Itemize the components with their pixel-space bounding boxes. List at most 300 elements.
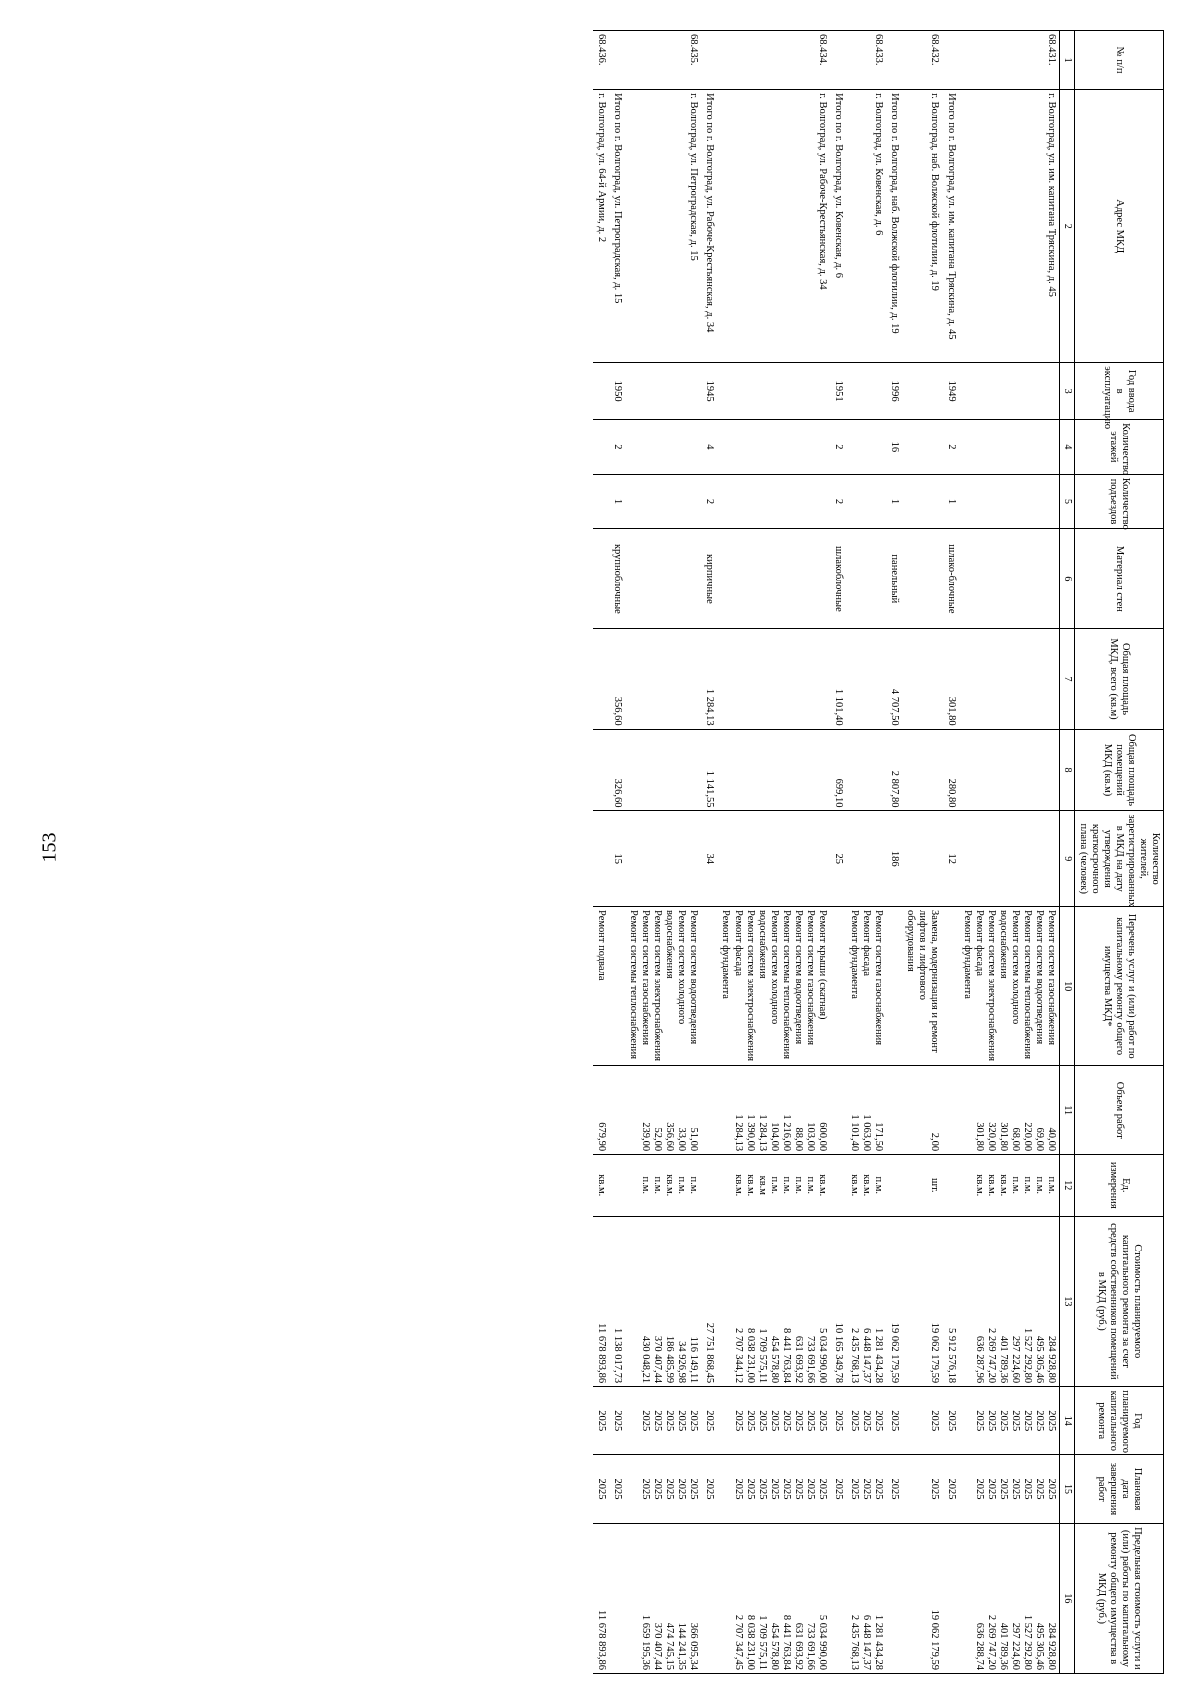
work-name-value: Ремонт системы теплоснабжения [1021,910,1033,1060]
work-volume-value: 239,00 [640,1122,652,1152]
limit-cost-value: 284 928,80 [1046,1622,1058,1670]
limit-cost [830,1523,846,1673]
area-total: 1 101,40 [830,629,846,729]
row-number [701,31,717,90]
column-number: 16 [1060,1523,1075,1673]
limit-cost-value: 370 407,44 [652,1622,664,1670]
column-header: Общая площадь помещений МКД (кв.м) [1074,729,1163,811]
limit-cost [886,1523,902,1673]
work-volume-value: 69,00 [1034,1127,1045,1152]
total-row [830,31,846,1674]
work-unit-value: кв.м. [664,1174,676,1197]
work-name [959,907,1060,1066]
total-row [943,31,959,1674]
residents: 15 [609,811,625,907]
column-header: Общая площадь МКД, всего (кв.м) [1074,629,1163,729]
work-unit [701,1155,717,1216]
limit-cost [609,1523,625,1673]
plan-year-value: 2025 [929,1410,941,1432]
work-name-value: Ремонт крыши (скатная) [817,910,828,1020]
area-premises: 1 141,55 [701,729,717,811]
plan-year-value: 2025 [688,1410,700,1432]
work-unit-value: п.м. [1034,1176,1045,1195]
row-number: 68.432. [902,31,942,90]
plan-year-value: 2025 [804,1410,816,1432]
limit-cost-value: 631 693,92 [792,1622,804,1670]
limit-cost-value: 1 709 575,11 [756,1615,768,1670]
work-unit-value: п.м. [1009,1176,1021,1195]
work-unit [717,1155,830,1216]
work-volume-value: 1 101,40 [849,1114,861,1152]
work-cost-value: 8 038 231,00 [744,1328,756,1384]
limit-cost [593,1523,609,1673]
works-list [886,907,902,1066]
work-unit-value: п.м. [792,1176,804,1195]
wall-material: кирпичные [701,529,717,629]
limit-cost [625,1523,701,1673]
end-date-value: 2025 [792,1478,804,1500]
work-cost-value: 19 062 179,59 [929,1322,941,1384]
address: г. Волгоград, ул. Ковенская, д. 6 [846,90,886,363]
total-cost: 27 751 868,45 [701,1216,717,1387]
column-number: 9 [1060,811,1075,907]
total-label: Итого по г. Волгоград, ул. Рабоче-Крестьянская, д. 34 [701,90,717,363]
work-unit-value: п.м. [780,1176,792,1195]
row-number [886,31,902,90]
entrances [717,474,830,529]
end-date: 2025 [701,1455,717,1523]
work-unit-value: кв.м. [595,1174,607,1197]
table-row [846,31,886,1674]
work-unit-value: кв.м. [997,1174,1009,1197]
area-total: 301,80 [943,629,959,729]
work-cost [717,1216,830,1387]
column-header: Адрес МКД [1074,90,1163,363]
total-label: Итого по г. Волгоград, наб. Волжской флотилии, д. 19 [886,90,902,363]
work-name-value: Ремонт фундамента [720,910,732,999]
end-date-value: 2025 [652,1478,664,1500]
end-date-value: 2025 [929,1478,941,1500]
entrances: 1 [609,474,625,529]
limit-cost-value: 1 659 195,36 [640,1614,652,1670]
work-volume [886,1066,902,1155]
work-name-value: Ремонт систем водоотведения [792,910,804,1045]
work-cost-value: 1 281 434,28 [873,1328,885,1384]
work-unit [959,1155,1060,1216]
end-date [717,1455,830,1523]
year-built [846,363,886,420]
work-unit-value: п.м. [1046,1176,1058,1195]
work-unit-value: п.м. [640,1176,652,1195]
total-cost: 5 912 576,18 [943,1216,959,1387]
end-date-value: 2025 [1034,1478,1045,1500]
entrances [959,474,1060,529]
end-date [846,1455,886,1523]
work-cost-value: 2 707 344,12 [732,1328,744,1384]
work-volume-value: 171,50 [873,1122,885,1152]
work-volume-value: 600,00 [817,1122,828,1152]
column-number: 13 [1060,1216,1075,1387]
plan-year-value: 2025 [652,1410,664,1432]
entrances: 1 [943,474,959,529]
row-number [609,31,625,90]
work-unit-value: шт. [929,1178,941,1193]
work-volume [701,1066,717,1155]
work-unit [902,1155,942,1216]
area-premises [846,729,886,811]
work-unit [625,1155,701,1216]
plan-year-value: 2025 [985,1410,997,1432]
column-number: 7 [1060,629,1075,729]
work-name [846,907,886,1066]
column-header: Плановая дата завершения работ [1074,1455,1163,1523]
wall-material: шлако-блочные [943,529,959,629]
residents [593,811,609,907]
work-volume-value: 52,00 [652,1127,664,1152]
column-header: Год планируемого капитального ремонта [1074,1387,1163,1455]
end-date-value: 2025 [861,1478,873,1500]
page-number: 153 [38,832,61,863]
year-built: 1949 [943,363,959,420]
work-unit [886,1155,902,1216]
work-name-value: Замена, модернизация и ремонт лифтов и лифтового оборудования [905,910,941,1053]
work-volume-value: 301,80 [997,1122,1009,1152]
plan-year-value: 2025 [849,1410,861,1432]
area-premises: 2 807,80 [886,729,902,811]
work-volume-value: 33,00 [676,1127,688,1152]
column-header: Количество этажей [1074,420,1163,475]
work-unit-value: п.м. [676,1176,688,1195]
work-unit-value: кв.м [756,1175,768,1195]
table-row [593,31,609,1674]
column-number: 3 [1060,363,1075,420]
total-label: Итого по г. Волгоград, ул. Петроградская, д. 15 [609,90,625,363]
table-row [959,31,1060,1674]
plan-year: 2025 [609,1387,625,1455]
work-name-value: Ремонт систем газоснабжения [640,910,652,1046]
year-built [625,363,701,420]
works-list [943,907,959,1066]
work-volume-value: 88,00 [792,1127,804,1152]
work-volume-value: 103,00 [804,1122,816,1152]
plan-year-value: 2025 [780,1410,792,1432]
year-built [902,363,942,420]
wall-material [959,529,1060,629]
work-name-value: Ремонт фасада [732,910,744,977]
work-name-value: Ремонт систем электроснабжения [744,910,756,1062]
entrances: 2 [830,474,846,529]
work-name-value: Ремонт фасада [973,910,985,977]
works-list [609,907,625,1066]
table-body [593,31,1060,1674]
floors [959,420,1060,475]
plan-year-value: 2025 [595,1410,607,1432]
plan-year-value: 2025 [792,1410,804,1432]
floors [625,420,701,475]
work-name-value: Ремонт систем холодного водоснабжения [997,910,1021,1025]
work-cost-value: 284 928,80 [1046,1335,1058,1384]
work-cost-value: 297 224,60 [1009,1335,1021,1384]
work-name-value: Ремонт систем газоснабжения [873,910,885,1046]
work-volume [609,1066,625,1155]
limit-cost-value: 8 441 763,84 [780,1614,792,1670]
plan-year [959,1387,1060,1455]
capital-repair-table [593,30,1164,1674]
column-header: Количество жителей, зарегистрированных в МКД на дату утверждения краткосрочного плана (человек) [1074,811,1163,907]
wall-material [717,529,830,629]
area-total [717,629,830,729]
work-unit-value: п.м. [652,1176,664,1195]
work-cost-value: 2 269 747,20 [985,1328,997,1384]
total-label: Итого по г. Волгоград, ул. им. капитана Тряскина, д. 45 [943,90,959,363]
work-name-value: Ремонт систем холодного водоснабжения [756,910,780,1025]
limit-cost-value: 366 095,34 [688,1622,700,1670]
end-date-value: 2025 [973,1478,985,1500]
work-cost-value: 186 485,99 [664,1335,676,1384]
work-volume-value: 104,00 [768,1122,780,1152]
entrances [846,474,886,529]
total-cost: 19 062 179,59 [886,1216,902,1387]
work-cost-value: 636 287,96 [973,1335,985,1384]
column-number: 4 [1060,420,1075,475]
plan-year: 2025 [943,1387,959,1455]
limit-cost-value: 636 288,74 [973,1622,985,1670]
limit-cost [902,1523,942,1673]
column-header: № п/п [1074,31,1163,90]
column-number-row [1060,31,1075,1674]
work-volume-value: 1 284,13 [756,1114,768,1152]
wall-material [846,529,886,629]
work-volume-value: 1 063,00 [861,1114,873,1152]
column-number: 1 [1060,31,1075,90]
work-cost-value: 733 691,66 [804,1335,816,1384]
plan-year-value: 2025 [817,1410,828,1432]
column-number: 2 [1060,90,1075,363]
limit-cost-value: 11 678 893,86 [595,1610,607,1670]
work-volume-value: 68,00 [1009,1127,1021,1152]
column-header: Год ввода в эксплуатацию [1074,363,1163,420]
work-volume-value: 356,60 [664,1122,676,1152]
work-volume [959,1066,1060,1155]
work-name-value: Ремонт систем электроснабжения [652,910,664,1062]
work-volume [593,1066,609,1155]
table-row [902,31,942,1674]
limit-cost-value: 495 305,46 [1034,1622,1045,1670]
plan-year-value: 2025 [676,1410,688,1432]
work-cost-value: 401 789,36 [997,1335,1009,1384]
work-cost-value: 2 435 768,13 [849,1328,861,1384]
residents [902,811,942,907]
work-cost-value: 454 578,80 [768,1335,780,1384]
entrances [902,474,942,529]
row-number: 68.431. [959,31,1060,90]
area-premises [902,729,942,811]
end-date: 2025 [609,1455,625,1523]
row-number: 68.434. [717,31,830,90]
work-cost-value: 6 448 147,37 [861,1328,873,1384]
residents: 25 [830,811,846,907]
limit-cost-value: 2 269 747,20 [985,1614,997,1670]
plan-year: 2025 [886,1387,902,1455]
area-premises: 326,60 [609,729,625,811]
total-cost: 1 138 017,73 [609,1216,625,1387]
residents [625,811,701,907]
plan-year [902,1387,942,1455]
entrances [593,474,609,529]
total-row [609,31,625,1674]
work-name-value: Ремонт системы теплоснабжения [628,910,640,1060]
work-unit [609,1155,625,1216]
table-row [717,31,830,1674]
plan-year: 2025 [830,1387,846,1455]
wall-material: панельный [886,529,902,629]
limit-cost [943,1523,959,1673]
area-total: 1 284,13 [701,629,717,729]
work-cost-value: 34 926,98 [676,1341,688,1384]
column-header: Ед. измерения [1074,1155,1163,1216]
end-date-value: 2025 [768,1478,780,1500]
address: г. Волгоград, ул. им. капитана Тряскина, д. 45 [959,90,1060,363]
end-date-value: 2025 [1046,1478,1058,1500]
entrances [625,474,701,529]
total-label: Итого по г. Волгоград, ул. Ковенская, д. 6 [830,90,846,363]
residents: 186 [886,811,902,907]
address: г. Волгоград, ул. 64-й Армии, д. 2 [593,90,609,363]
plan-year-value: 2025 [744,1410,756,1432]
floors: 2 [609,420,625,475]
floors: 2 [943,420,959,475]
work-unit-value: п.м. [688,1176,700,1195]
column-number: 14 [1060,1387,1075,1455]
area-total [625,629,701,729]
work-unit [593,1155,609,1216]
plan-year-value: 2025 [664,1410,676,1432]
work-unit-value: кв.м. [861,1174,873,1197]
work-unit-value: кв.м. [985,1174,997,1197]
work-cost [625,1216,701,1387]
column-header: Объем работ [1074,1066,1163,1155]
column-number: 10 [1060,907,1075,1066]
end-date-value: 2025 [664,1478,676,1500]
work-name-value: Ремонт системы теплоснабжения [780,910,792,1060]
work-unit-value: п.м. [1021,1176,1033,1195]
row-number [830,31,846,90]
work-cost-value: 116 149,11 [688,1336,700,1384]
wall-material: шлакоблочные [830,529,846,629]
column-header-row [1074,31,1163,1674]
residents [717,811,830,907]
plan-year-value: 2025 [973,1410,985,1432]
residents [846,811,886,907]
floors: 4 [701,420,717,475]
work-unit-value: п.м. [873,1176,885,1195]
address: г. Волгоград, ул. Рабоче-Крестьянская, д. 34 [717,90,830,363]
work-cost-value: 1 709 575,11 [756,1328,768,1384]
end-date-value: 2025 [744,1478,756,1500]
work-volume-value: 679,90 [595,1122,607,1152]
works-list [830,907,846,1066]
end-date-value: 2025 [985,1478,997,1500]
entrances: 1 [886,474,902,529]
end-date-value: 2025 [1009,1478,1021,1500]
limit-cost-value: 454 578,80 [768,1622,780,1670]
work-unit [830,1155,846,1216]
limit-cost-value: 733 691,66 [804,1622,816,1670]
work-unit-value: п.м. [768,1176,780,1195]
floors [593,420,609,475]
area-premises [959,729,1060,811]
work-volume [846,1066,886,1155]
total-row [886,31,902,1674]
limit-cost-value: 474 745,15 [664,1622,676,1670]
end-date-value: 2025 [640,1478,652,1500]
work-name-value: Ремонт систем электроснабжения [985,910,997,1062]
plan-year-value: 2025 [873,1410,885,1432]
end-date-value: 2025 [804,1478,816,1500]
plan-year-value: 2025 [861,1410,873,1432]
plan-year [593,1387,609,1455]
work-name-value: Ремонт систем газоснабжения [804,910,816,1046]
end-date-value: 2025 [849,1478,861,1500]
work-name-value: Ремонт фундамента [961,910,973,999]
area-total [846,629,886,729]
column-header: Предельная стоимость услуги и (или) работы по капитальному ремонту общего имущества в МКД (руб.) [1074,1523,1163,1673]
work-unit-value: кв.м. [817,1174,828,1197]
residents: 12 [943,811,959,907]
limit-cost-value: 297 224,60 [1009,1622,1021,1670]
work-name-value: Ремонт фасада [861,910,873,977]
area-premises: 280,80 [943,729,959,811]
total-cost: 10 165 349,78 [830,1216,846,1387]
document-sheet [11,30,1164,1674]
end-date [959,1455,1060,1523]
works-list [701,907,717,1066]
entrances: 2 [701,474,717,529]
work-name [593,907,609,1066]
work-name [902,907,942,1066]
end-date-value: 2025 [688,1478,700,1500]
work-cost-value: 8 441 763,84 [780,1328,792,1384]
end-date-value: 2025 [1021,1478,1033,1500]
end-date [902,1455,942,1523]
row-number: 68.433. [846,31,886,90]
column-header: Стоимость планируемого капитального ремонта за счет средств собственников помещений в МКД (руб.) [1074,1216,1163,1387]
floors: 2 [830,420,846,475]
row-number: 68.436. [593,31,609,90]
plan-year [625,1387,701,1455]
work-unit-value: кв.м. [744,1174,756,1197]
area-total: 4 707,50 [886,629,902,729]
floors [902,420,942,475]
limit-cost [959,1523,1060,1673]
work-unit-value: кв.м. [849,1174,861,1197]
row-number: 68.435. [625,31,701,90]
plan-year-value: 2025 [1046,1410,1058,1432]
work-volume-value: 40,00 [1046,1127,1058,1152]
end-date-value: 2025 [756,1478,768,1500]
plan-year-value: 2025 [1034,1410,1045,1432]
work-cost [593,1216,609,1387]
end-date-value: 2025 [595,1478,607,1500]
end-date: 2025 [943,1455,959,1523]
work-name-value: Ремонт систем водоотведения [1034,910,1045,1045]
work-cost-value: 495 305,46 [1034,1335,1045,1384]
year-built: 1950 [609,363,625,420]
plan-year-value: 2025 [756,1410,768,1432]
year-built [717,363,830,420]
work-volume-value: 220,00 [1021,1122,1033,1152]
end-date-value: 2025 [780,1478,792,1500]
